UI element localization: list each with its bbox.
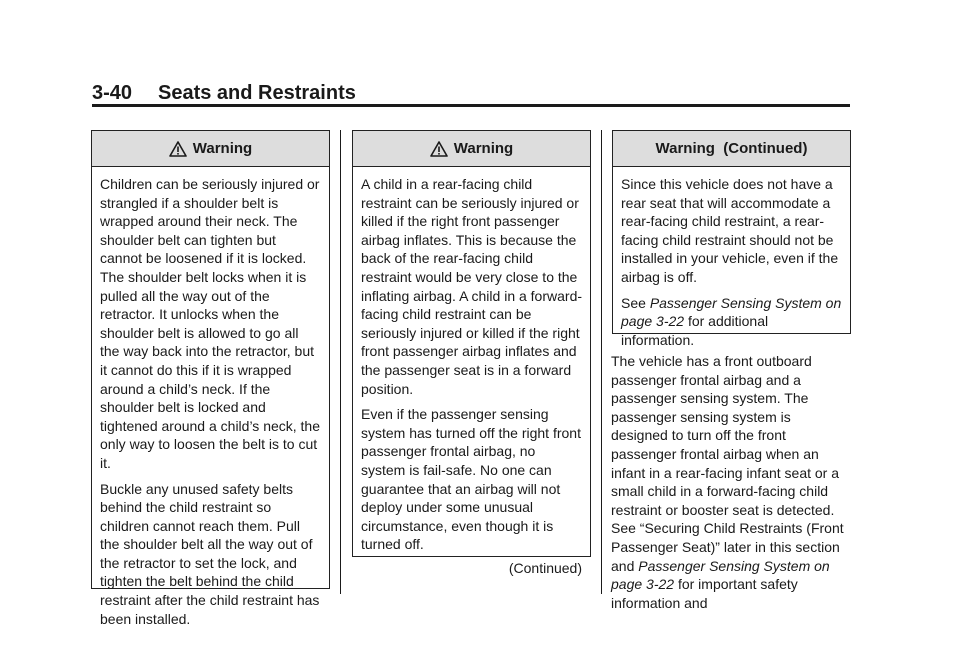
warning-box-1 bbox=[91, 130, 330, 627]
warning-title: Warning bbox=[453, 140, 514, 157]
warning-paragraph: Since this vehicle does not have a rear seat that will accommodate a rear-facing child restraint, a rear-facing child restraint should not be installed in your vehicle, even if the airbag is off. bbox=[621, 176, 839, 285]
warning-title: Warning (Continued) bbox=[655, 140, 808, 157]
warning-paragraph: Even if the passenger sensing system has turned off the right front passenger frontal airbag, no system is fail-safe. No one can guarantee that an airbag will not deploy under some unusual circumstance, even though it is turned off. bbox=[361, 406, 581, 553]
column-divider bbox=[340, 130, 341, 594]
section-title: Seats and Restraints bbox=[158, 82, 356, 104]
cross-reference: Passenger Sensing System on page 3-22 bbox=[611, 557, 830, 593]
body-text bbox=[611, 352, 851, 612]
warning-paragraph: Children can be seriously injured or strangled if a shoulder belt is wrapped around their neck. The shoulder belt can tighten but cannot be loosened if it is locked. The shoulder belt locks when it is pulled all the way out of the retractor. It unlocks when the shoulder belt is allowed to go all the way back into the retractor, but it cannot do this if it is wrapped around a child’s neck. If the shoulder belt is locked and tightened around a child’s neck, the only way to loosen the belt is to cut it. bbox=[100, 176, 321, 471]
warning-title: Warning bbox=[192, 140, 253, 157]
warning-header bbox=[92, 131, 329, 167]
warning-box-3 bbox=[612, 130, 851, 348]
warning-body bbox=[353, 167, 590, 583]
warning-header bbox=[613, 131, 850, 167]
warning-triangle-icon bbox=[169, 141, 187, 157]
cross-reference: Passenger Sensing System on page 3-22 bbox=[621, 294, 842, 330]
warning-paragraph: See Passenger Sensing System on page 3-22 for additional information. bbox=[621, 294, 842, 348]
column-divider bbox=[601, 130, 602, 594]
warning-paragraph: Buckle any unused safety belts behind the child restraint so children cannot reach them. Pull the shoulder belt all the way out of the retractor to set the lock, and tighten the belt behind the child restraint after the child restraint has been installed. bbox=[100, 480, 320, 627]
continued-label: (Continued) bbox=[508, 559, 582, 576]
warning-triangle-icon bbox=[430, 141, 448, 157]
warning-body bbox=[613, 167, 850, 355]
body-paragraph: The vehicle has a front outboard passenger frontal airbag and a passenger sensing system. The passenger sensing system is designed to turn off the front passenger frontal airbag when an infant in a rear-facing infant seat or a small child in a forward-facing child restraint or booster seat is detected. See “Securing Child Restraints (Front Passenger Seat)” later in this section and Passenger Sensing System on page 3-22 for important safety information and bbox=[611, 353, 844, 611]
page-header bbox=[92, 82, 850, 106]
warning-paragraph: A child in a rear-facing child restraint can be seriously injured or killed if the right front passenger airbag inflates. This is because the back of the rear-facing child restraint would be very close to the inflating airbag. A child in a forward-facing child restraint can be seriously injured or killed if the right front passenger airbag inflates and the passenger seat is in a forward position. bbox=[361, 176, 583, 397]
page-number: 3-40 bbox=[92, 82, 133, 104]
warning-body bbox=[92, 167, 329, 634]
header-rule bbox=[92, 104, 850, 107]
warning-header bbox=[353, 131, 590, 167]
warning-box-2 bbox=[352, 130, 591, 576]
